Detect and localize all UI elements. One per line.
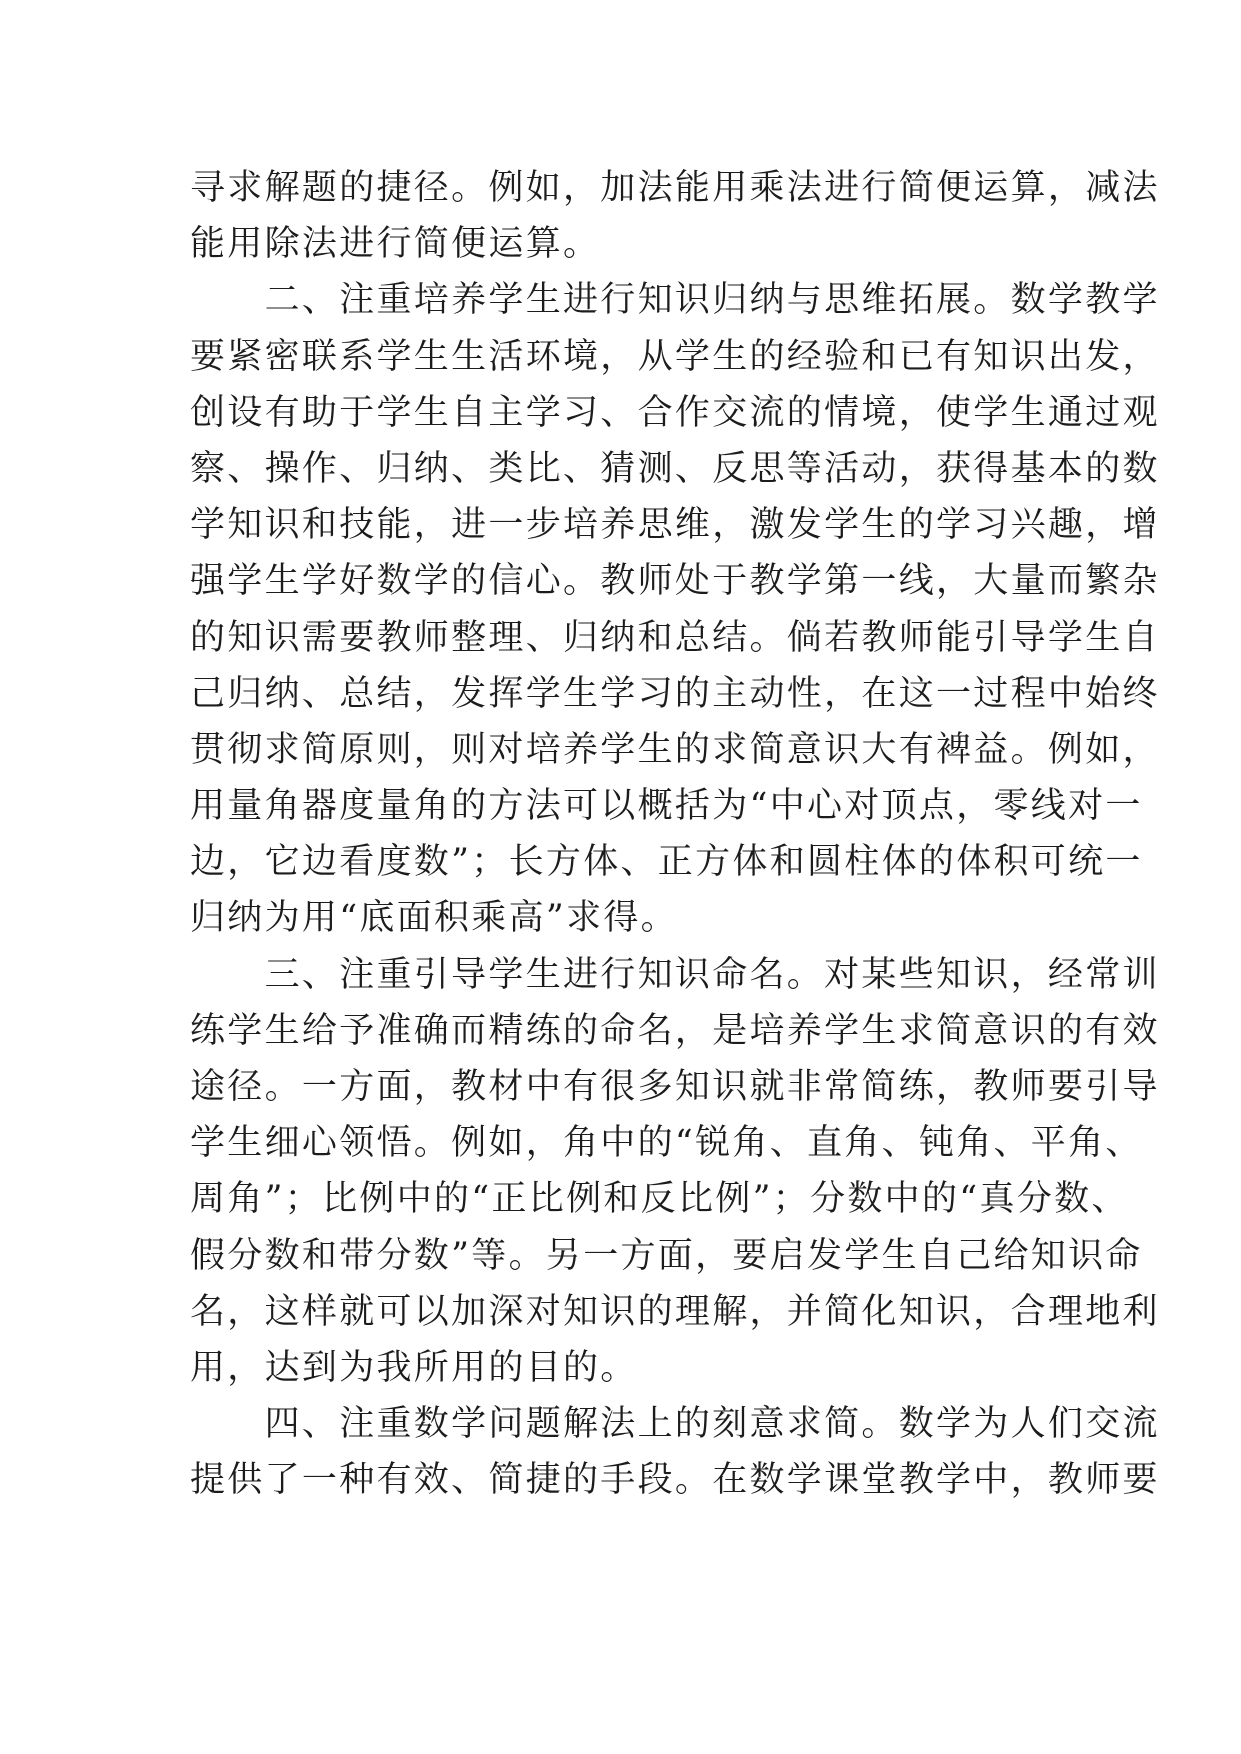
text-line: 二、注重培养学生进行知识归纳与思维拓展。数学教学 — [190, 280, 1160, 321]
text-line: 三、注重引导学生进行知识命名。对某些知识，经常训 — [190, 954, 1160, 995]
text-line: 提供了一种有效、简捷的手段。在数学课堂教学中，教师要 — [190, 1460, 1160, 1501]
paragraph-section-2 — [190, 272, 1160, 946]
text-line: 名，这样就可以加深对知识的理解，并简化知识，合理地利 — [190, 1291, 1160, 1332]
text-line: 寻求解题的捷径。例如，加法能用乘法进行简便运算，减法 — [190, 168, 1160, 208]
text-line: 周角”；比例中的“正比例和反比例”；分数中的“真分数、 — [190, 1179, 1129, 1220]
text-line: 用，达到为我所用的目的。 — [190, 1347, 638, 1388]
text-line: 强学生学好数学的信心。教师处于教学第一线，大量而繁杂 — [190, 561, 1160, 602]
text-line: 察、操作、归纳、类比、猜测、反思等活动，获得基本的数 — [190, 448, 1160, 489]
paragraph-section-4 — [190, 1396, 1160, 1508]
text-line: 归纳为用“底面积乘高”求得。 — [190, 898, 678, 939]
text-line: 要紧密联系学生生活环境，从学生的经验和已有知识出发， — [190, 336, 1160, 377]
paragraph-intro-tail — [190, 160, 1160, 272]
text-line: 己归纳、总结，发挥学生学习的主动性，在这一过程中始终 — [190, 673, 1160, 714]
text-line: 创设有助于学生自主学习、合作交流的情境，使学生通过观 — [190, 392, 1160, 433]
text-line: 练学生给予准确而精练的命名，是培养学生求简意识的有效 — [190, 1010, 1160, 1051]
body-text — [190, 160, 1160, 1509]
paragraph-section-3 — [190, 947, 1160, 1397]
text-line: 假分数和带分数”等。另一方面，要启发学生自己给知识命 — [190, 1235, 1143, 1276]
text-line: 边，它边看度数”；长方体、正方体和圆柱体的体积可统一 — [190, 842, 1143, 883]
text-line: 四、注重数学问题解法上的刻意求简。数学为人们交流 — [190, 1404, 1160, 1445]
text-line: 途径。一方面，教材中有很多知识就非常简练，教师要引导 — [190, 1067, 1160, 1107]
text-line: 贯彻求简原则，则对培养学生的求简意识大有裨益。例如， — [190, 729, 1160, 770]
text-line: 的知识需要教师整理、归纳和总结。倘若教师能引导学生自 — [190, 617, 1160, 658]
text-line: 学生细心领悟。例如，角中的“锐角、直角、钝角、平角、 — [190, 1123, 1143, 1164]
text-line: 能用除法进行简便运算。 — [190, 224, 601, 265]
text-line: 学知识和技能，进一步培养思维，激发学生的学习兴趣，增 — [190, 505, 1160, 546]
text-line: 用量角器度量角的方法可以概括为“中心对顶点，零线对一 — [190, 786, 1143, 827]
